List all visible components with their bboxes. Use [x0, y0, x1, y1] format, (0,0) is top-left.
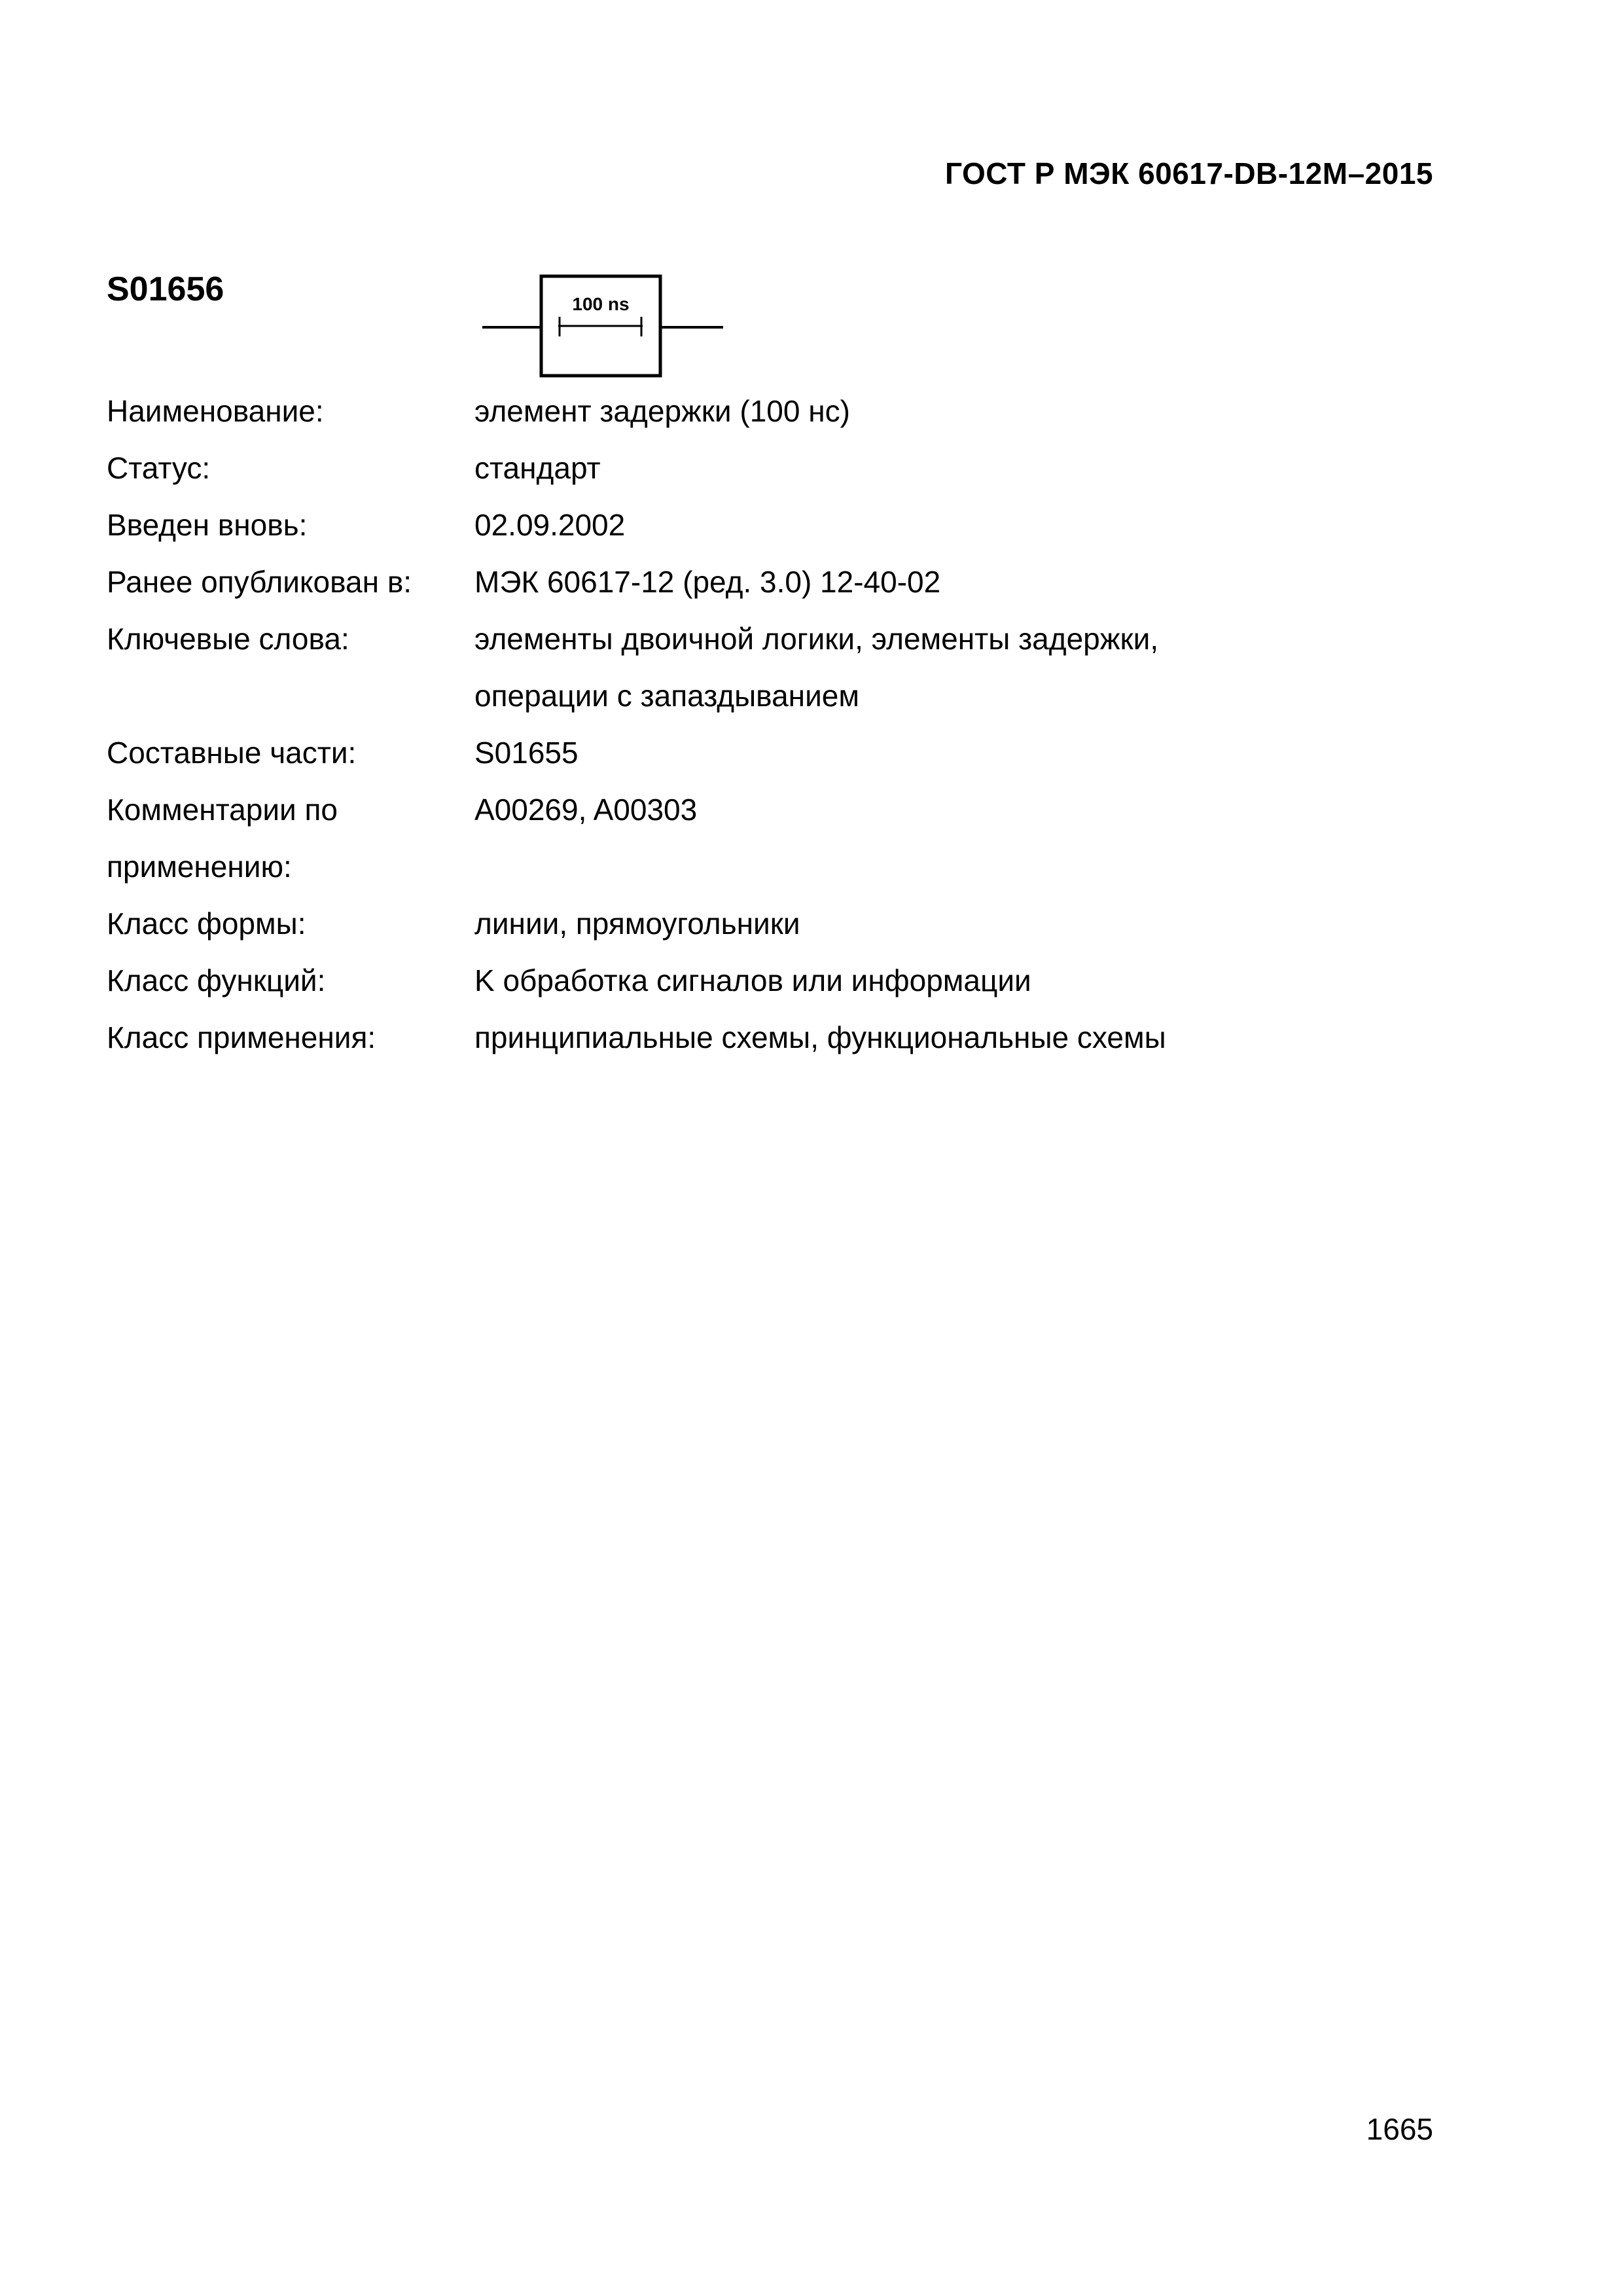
property-label: Составные части: — [107, 736, 357, 770]
property-label-line: применению: — [107, 850, 292, 884]
property-row-status — [107, 440, 1166, 497]
property-row-published-in — [107, 554, 1166, 611]
property-value: элемент задержки (100 нс) — [474, 394, 850, 428]
property-label: Ключевые слова: — [107, 622, 349, 656]
properties-table — [107, 383, 1166, 1066]
property-row-shape-class — [107, 895, 1166, 952]
page-number: 1665 — [1366, 2112, 1433, 2146]
property-row-introduced — [107, 497, 1166, 554]
property-label: Наименование: — [107, 394, 324, 428]
property-label-line: Комментарии по — [107, 793, 338, 827]
property-row-function-class — [107, 952, 1166, 1009]
property-value: стандарт — [474, 451, 601, 485]
property-value: S01655 — [474, 736, 579, 770]
property-row-keywords — [107, 611, 1166, 725]
property-label: Ранее опубликован в: — [107, 565, 412, 599]
property-row-application-notes — [107, 781, 1166, 895]
property-label: Класс формы: — [107, 906, 306, 941]
property-value-line: элементы двоичной логики, элементы задержки, — [474, 622, 1159, 656]
delay-element-symbol — [481, 274, 730, 385]
property-value: K обработка сигналов или информации — [474, 963, 1031, 997]
property-label: Статус: — [107, 451, 211, 485]
property-value: МЭК 60617-12 (ред. 3.0) 12-40-02 — [474, 565, 941, 599]
property-value: A00269, A00303 — [474, 793, 698, 827]
property-value: линии, прямоугольники — [474, 906, 800, 941]
property-value: 02.09.2002 — [474, 508, 626, 542]
property-row-name — [107, 383, 1166, 440]
property-row-components — [107, 725, 1166, 781]
symbol-id: S01656 — [107, 270, 224, 308]
property-label: Класс применения: — [107, 1020, 376, 1054]
property-label: Введен вновь: — [107, 508, 308, 542]
delay-time-label: 100 ns — [572, 294, 630, 314]
property-label — [107, 781, 474, 895]
header-code: ГОСТ Р МЭК 60617-DB-12M–2015 — [945, 156, 1433, 190]
property-value — [474, 611, 1158, 725]
property-label: Класс функций: — [107, 963, 326, 997]
property-value-line: операции с запаздыванием — [474, 679, 859, 713]
property-row-application-class — [107, 1009, 1166, 1066]
property-value: принципиальные схемы, функциональные схемы — [474, 1020, 1166, 1054]
